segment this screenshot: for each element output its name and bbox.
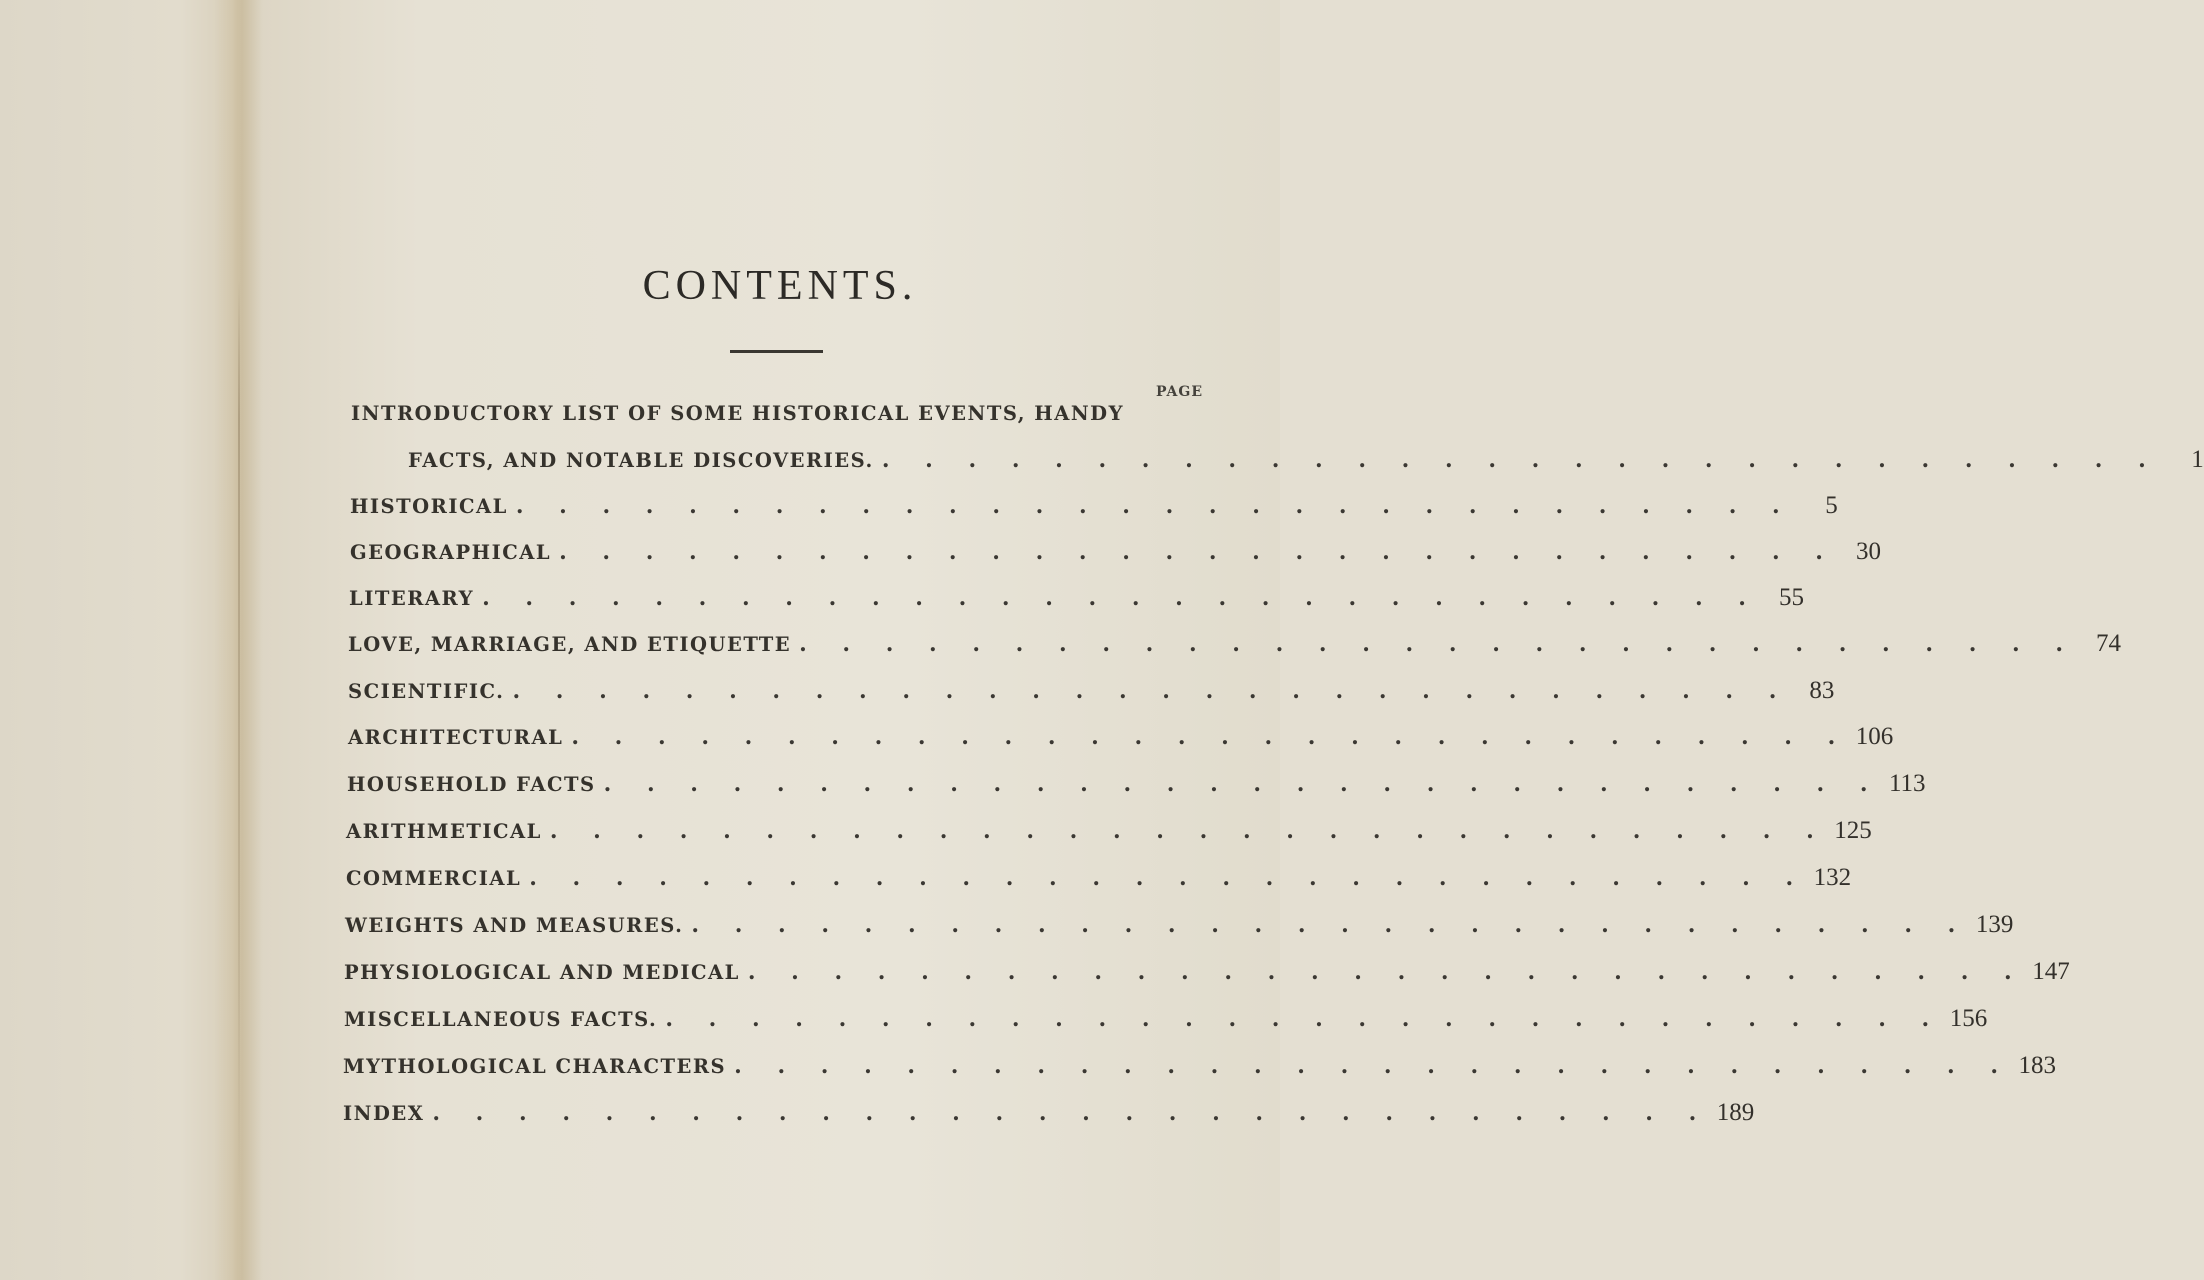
toc-entry [344,1005,1988,1039]
dot-leader: . . . . . . . . . . . . . . . . . . . . . . . . . . . . . . [691,912,1970,938]
dot-leader: . . . . . . . . . . . . . . . . . . . . . . . . . . . . . . [482,585,1760,611]
toc-entry [343,1099,1755,1133]
toc-entry-title: FACTS, AND NOTABLE DISCOVERIES. [408,449,874,472]
dot-leader: . . . . . . . . . . . . . . . . . . . . . . . . . . . . . . [571,724,1850,750]
toc-entry-title: HISTORICAL [350,495,508,518]
toc-entry [350,492,1838,526]
toc-entry-title: MYTHOLOGICAL CHARACTERS [343,1055,727,1078]
toc-entry [344,958,2070,992]
toc-entry-title: PHYSIOLOGICAL AND MEDICAL [344,961,740,984]
toc-entry-title: INDEX [343,1102,425,1125]
toc-entry-page: 30 [1855,538,1881,565]
dot-leader: . . . . . . . . . . . . . . . . . . . . . . . . . . . . . . [432,1100,1711,1126]
toc-entry [343,1052,2057,1086]
toc-entry-page: 156 [1949,1005,1988,1032]
toc-entry [348,677,1835,711]
toc-entry-introductory-line2 [408,446,2204,480]
toc-entry-page: 106 [1855,723,1894,750]
toc-entry-title: MISCELLANEOUS FACTS. [344,1008,658,1031]
toc-entry-title: WEIGHTS AND MEASURES. [345,914,684,937]
dot-leader: . . . . . . . . . . . . . . . . . . . . . . . . . . . . . . [603,771,1882,797]
toc-entry-title: LOVE, MARRIAGE, AND ETIQUETTE [348,633,792,656]
dot-leader: . . . . . . . . . . . . . . . . . . . . . . . . . . . . . . [747,959,2026,985]
toc-entry-page: 74 [2096,630,2121,657]
toc-entry-page: 1 [2191,446,2204,473]
toc-entry-title: ARCHITECTURAL [348,726,564,749]
toc-entry-title: LITERARY [349,587,475,610]
toc-entry [345,911,2014,945]
toc-entry-title: HOUSEHOLD FACTS [347,773,596,796]
toc-entry-page: 139 [1975,911,2014,938]
toc-entry [350,538,1881,572]
dot-leader: . . . . . . . . . . . . . . . . . . . . . . . . . . . . . . [665,1006,1944,1032]
dot-leader: . . . . . . . . . . . . . . . . . . . . . . . . . . . . . . [529,865,1808,891]
toc-entry-page: 83 [1809,677,1835,704]
dot-leader: . . . . . . . . . . . . . . . . . . . . . . . . . . . . . . [799,631,2077,657]
dot-leader: . . . . . . . . . . . . . . . . . . . . . . . . . . . . . . [512,678,1791,704]
dot-leader: . . . . . . . . . . . . . . . . . . . . . . . . . . . . . . [734,1053,2013,1079]
toc-entry [349,584,1804,618]
toc-entry-title: INTRODUCTORY LIST OF SOME HISTORICAL EVENTS, HANDY [351,402,1125,425]
page-column-label: PAGE [1156,384,1203,400]
toc-entry-page: 125 [1834,817,1872,844]
dot-leader: . . . . . . . . . . . . . . . . . . . . . . . . . . . . . . [515,493,1794,519]
toc-entry-page: 55 [1778,584,1804,611]
toc-entry-introductory-line1 [351,402,1151,436]
toc-entry [347,770,1926,804]
toc-entry-page: 5 [1825,492,1838,519]
dot-leader: . . . . . . . . . . . . . . . . . . . . . . . . . . . . . . [549,818,1828,844]
toc-entry-page: 132 [1813,864,1852,891]
toc-entry [348,723,1894,757]
page-title: CONTENTS. [642,263,918,309]
dot-leader: . . . . . . . . . . . . . . . . . . . . . . . . . . . . . . [881,447,2160,473]
toc-entry-title: COMMERCIAL [346,867,522,890]
toc-entry-page: 189 [1716,1099,1755,1126]
toc-entry-title: GEOGRAPHICAL [350,541,552,564]
toc-entry [348,630,2121,664]
toc-entry [346,817,1872,851]
toc-entry [346,864,1852,898]
toc-entry-title: SCIENTIFIC. [348,680,505,703]
toc-entry-page: 113 [1888,770,1926,797]
toc-entry-page: 183 [2018,1052,2057,1079]
dot-leader: . . . . . . . . . . . . . . . . . . . . . . . . . . . . . . [559,539,1837,565]
toc-entry-page: 147 [2032,958,2070,985]
toc-entry-title: ARITHMETICAL [346,820,542,843]
